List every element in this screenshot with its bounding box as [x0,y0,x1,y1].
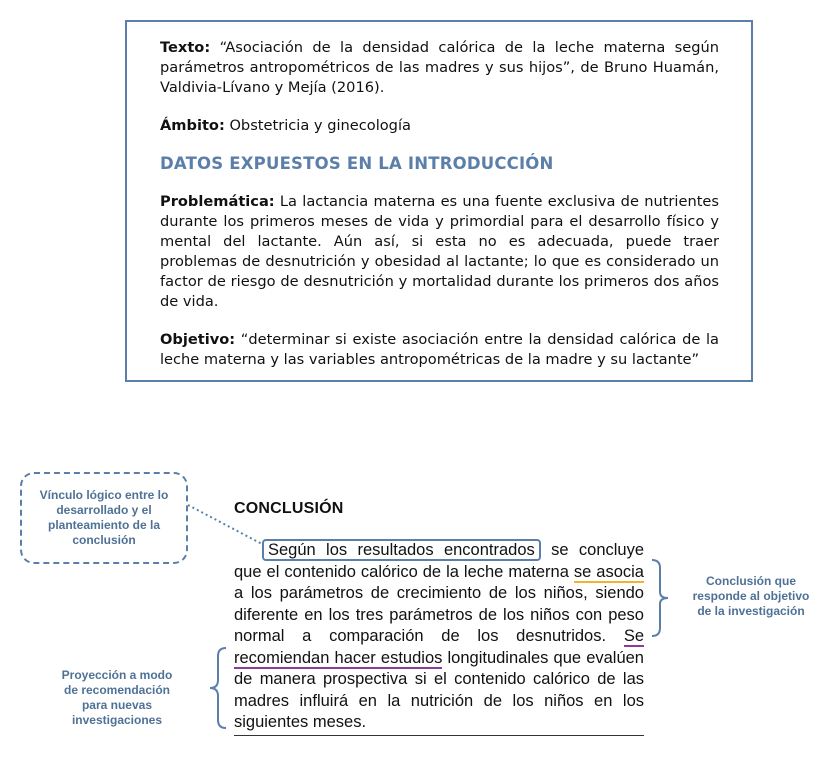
projection-note: Proyección a modo de recomendación para nuevas investigaciones [61,668,173,727]
logical-link-callout [20,472,188,564]
conclusion-body [234,540,644,734]
ambito-value: Obstetricia y ginecología [229,117,411,134]
conclusion-title: CONCLUSIÓN [234,500,344,517]
problematica-value: La lactancia materna es una fuente exclusiva de nutrientes durante los primeros meses de vida y primordial para el desarrollo físico y mental del lactante. Aún así, si esta no es adecuada, puede traer problemas de desnutrición y obesidad al lactante; lo que es considerado un factor de riesgo de desnutrición y mortalidad durante los primeros dos años de vida. [160,193,719,310]
underlined-recommendation: Se recomiendan hacer estudios [234,627,644,667]
right-bracket [652,560,668,636]
texto-label: Texto: [160,39,211,56]
texto-value: “Asociación de la densidad calórica de la leche materna según parámetros antropométricos de las madres y sus hijos”, de Bruno Huamán, Valdivia-Lívano y Mejía (2016). [160,39,720,96]
conclusion-text-1: se concluye que el contenido calórico de la leche materna [234,541,645,581]
conclusion-answers-note: Conclusión que responde al objetivo de la investigación [692,574,810,618]
highlight-phrase: Según los resultados encontrados [262,539,541,561]
section-title: DATOS EXPUESTOS EN LA INTRODUCCIÓN [160,154,554,173]
problematica-label: Problemática: [160,193,275,210]
ambito-label: Ámbito: [160,117,225,134]
conclusion-text-2: a los parámetros de crecimiento de los niños, siendo diferente en los tres parámetros de los niños con peso normal a comparación de los desnutridos. [234,584,644,645]
conclusion-text-3: longitudinales que evalúen de manera prospectiva si el contenido calórico de las madres influirá en la nutrición de los niños en los siguientes meses. [234,648,644,731]
objetivo-label: Objetivo: [160,331,236,348]
logical-link-text: Vínculo lógico entre lo desarrollado y el planteamiento de la conclusión [39,488,169,547]
bottom-rule [234,735,644,736]
objetivo-value: “determinar si existe asociación entre la densidad calórica de la leche materna y las variables antropométricas de la madre y su lactante” [160,331,720,368]
underlined-se-asocia: se asocia [573,562,644,581]
left-bracket [210,648,226,728]
